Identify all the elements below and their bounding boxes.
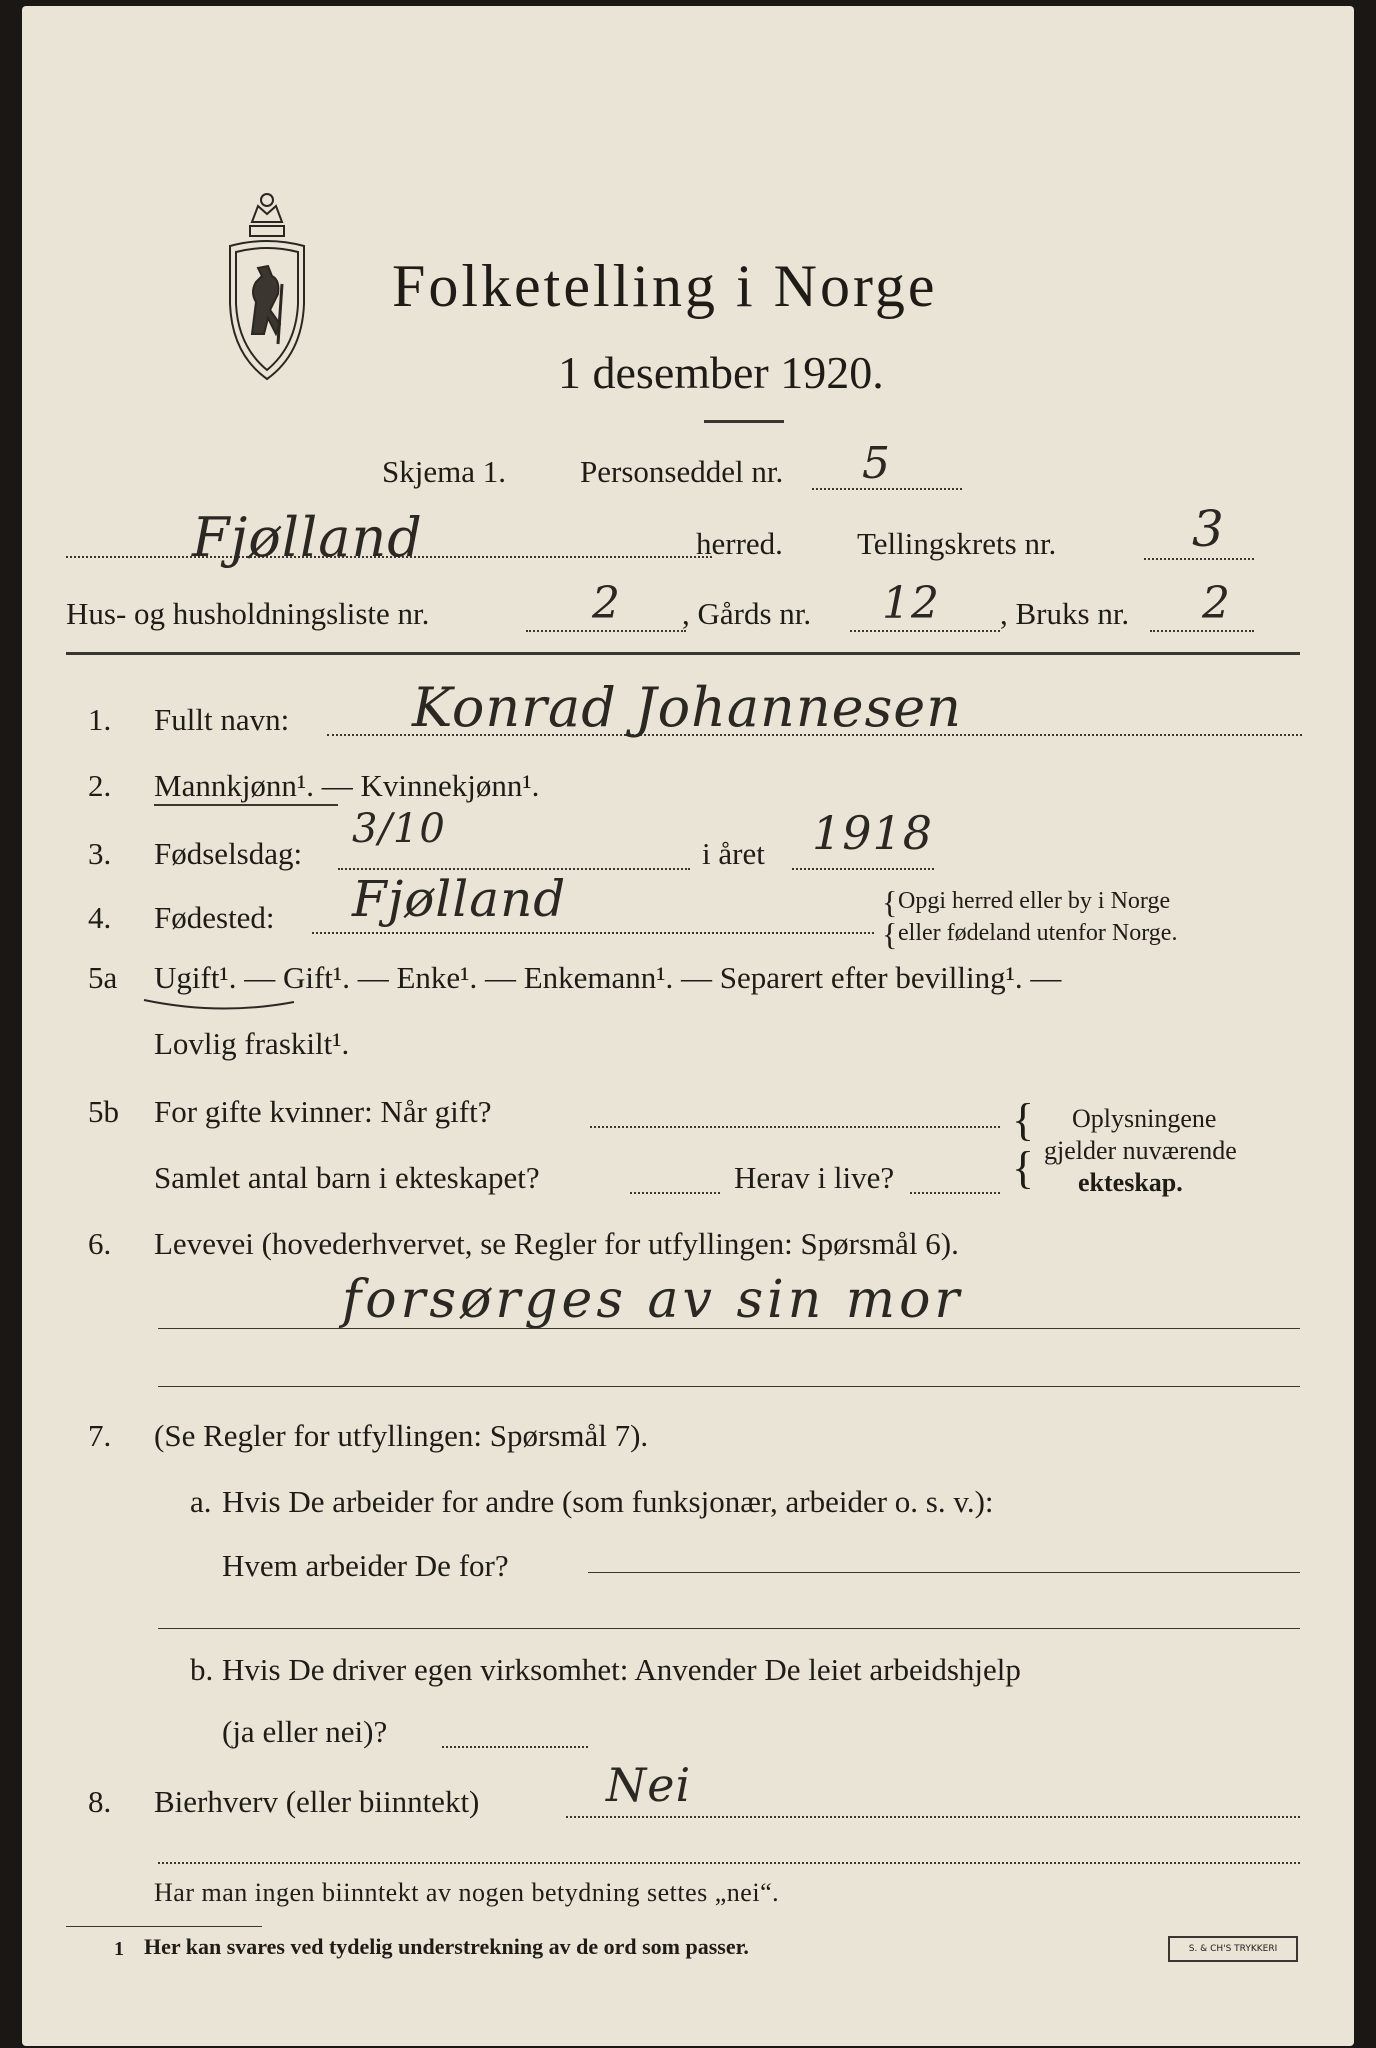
- q5b-note-3: ekteskap.: [1078, 1168, 1183, 1197]
- q1-number: 1.: [88, 702, 112, 737]
- gender-underline: [154, 804, 338, 806]
- q2-number: 2.: [88, 768, 112, 803]
- q3-number: 3.: [88, 836, 112, 871]
- marital-status-underline: [140, 994, 300, 1016]
- birthplace-note-1: Opgi herred eller by i Norge: [898, 888, 1171, 914]
- birth-year-value[interactable]: 1918: [812, 806, 934, 860]
- gards-label: , Gårds nr.: [682, 596, 812, 631]
- q5b-number: 5b: [88, 1094, 119, 1129]
- birthplace-note-2: eller fødeland utenfor Norge.: [898, 920, 1178, 946]
- herred-value[interactable]: Fjølland: [192, 506, 423, 569]
- q7b-number: b.: [190, 1652, 214, 1687]
- bruks-value[interactable]: 2: [1202, 578, 1231, 629]
- q8-label: Bierhverv (eller biinntekt): [154, 1784, 480, 1819]
- bruks-label: , Bruks nr.: [1000, 596, 1130, 631]
- gards-value[interactable]: 12: [882, 578, 940, 629]
- q7a-number: a.: [190, 1484, 212, 1519]
- q5a-number: 5a: [88, 960, 118, 995]
- q7b-line-2: (ja eller nei)?: [222, 1714, 388, 1749]
- herred-label: herred.: [696, 526, 783, 561]
- q5b-note-1: Oplysningene: [1072, 1104, 1217, 1133]
- q5b-alive-label: Herav i live?: [734, 1160, 895, 1195]
- footnote-number: 1: [114, 1938, 124, 1960]
- hired-help-input-line[interactable]: [442, 1746, 588, 1748]
- occupation-value[interactable]: forsørges av sin mor: [342, 1270, 964, 1330]
- printer-mark: S. & CH'S TRYKKERI: [1168, 1936, 1298, 1962]
- header-divider: [66, 652, 1300, 655]
- form-title: Folketelling i Norge: [392, 253, 938, 319]
- marital-status-options-2[interactable]: Lovlig fraskilt¹.: [154, 1026, 350, 1061]
- q8-number: 8.: [88, 1784, 112, 1819]
- husliste-label: Hus- og husholdningsliste nr.: [66, 596, 430, 631]
- q6-label: Levevei (hovederhvervet, se Regler for utfyllingen: Spørsmål 6).: [154, 1226, 959, 1261]
- q7-label: (Se Regler for utfyllingen: Spørsmål 7).: [154, 1418, 649, 1453]
- marital-status-options[interactable]: Ugift¹. — Gift¹. — Enke¹. — Enkemann¹. — Separert efter bevilling¹. —: [154, 960, 1062, 995]
- q2-gender-options[interactable]: Mannkjønn¹. — Kvinnekjønn¹.: [154, 768, 540, 803]
- title-divider: [704, 420, 784, 423]
- personseddel-label: Personseddel nr.: [580, 454, 784, 489]
- footer-note: Har man ingen biinntekt av nogen betydning settes „nei“.: [154, 1878, 780, 1907]
- census-form: Folketelling i Norge 1 desember 1920. Skjema 1. Personseddel nr. 5 Fjølland herred. Tellingskrets nr. 3 Hus- og husholdningsliste nr. 2 , Gårds nr. 12 , Bruks nr. 2 1. Fullt navn: Konrad Johannesen 2. Mannkjønn¹. — Kvinnekjønn¹. 3. Fødselsdag: 3/10 i året 1918 4. Fødested: Fjølland { { Opgi herred eller by i Norge eller fødeland utenfor Norge. 5a Ugift¹. — Gift¹. — Enke¹. — Enkemann¹. — Separert efter bevilling¹. — Lovlig fraskilt¹. 5b For gifte kvinner: Når gift? Samlet antal barn i ekteskapet? Herav i live? { { Oplysningene gjelder nuværende ekteskap. 6. Levevei (hovederhvervet, se Regler for utfyllingen: Spørsmål 6). forsørges av sin mor 7. (Se Regler for utfyllingen: Spørsmål 7). a. Hvis De arbeider for andre (som funksjonær, arbeider o. s. v.): Hvem arbeider De for? b. Hvis De driver egen virksomhet: Anvender De leiet arbeidshjelp (ja eller nei)? 8. Bierhverv (eller biinntekt) Nei Har man ingen biinntekt av nogen betydning settes „nei“. 1 Her kan svares ved tydelig understrekning av de ord som passer. S. & CH'S TRYKKERI: [22, 6, 1354, 2046]
- employer-input-line[interactable]: [588, 1572, 1300, 1573]
- personseddel-value[interactable]: 5: [862, 438, 891, 489]
- norway-coat-of-arms-icon: [222, 184, 312, 384]
- q4-label: Fødested:: [154, 900, 275, 935]
- birthplace-value[interactable]: Fjølland: [352, 870, 567, 928]
- q5b-children-label: Samlet antal barn i ekteskapet?: [154, 1160, 540, 1195]
- husliste-value[interactable]: 2: [592, 578, 621, 629]
- q7a-line-2: Hvem arbeider De for?: [222, 1548, 509, 1583]
- full-name-value[interactable]: Konrad Johannesen: [412, 676, 963, 739]
- q1-label: Fullt navn:: [154, 702, 290, 737]
- form-date: 1 desember 1920.: [558, 347, 884, 398]
- side-income-value[interactable]: Nei: [606, 1758, 692, 1812]
- q5b-line-1: For gifte kvinner: Når gift?: [154, 1094, 492, 1129]
- year-label: i året: [702, 836, 765, 871]
- tellingskrets-label: Tellingskrets nr.: [857, 526, 1057, 561]
- q7-number: 7.: [88, 1418, 112, 1453]
- q3-label: Fødselsdag:: [154, 836, 303, 871]
- birthdate-value[interactable]: 3/10: [352, 806, 446, 852]
- q7b-line-1: Hvis De driver egen virksomhet: Anvender De leiet arbeidshjelp: [222, 1652, 1021, 1687]
- q4-number: 4.: [88, 900, 112, 935]
- footnote-text: Her kan svares ved tydelig understrekning av de ord som passer.: [144, 1934, 749, 1959]
- q7a-line-1: Hvis De arbeider for andre (som funksjonær, arbeider o. s. v.):: [222, 1484, 994, 1519]
- q6-number: 6.: [88, 1226, 112, 1261]
- schema-label: Skjema 1.: [382, 454, 506, 489]
- q5b-note-2: gjelder nuværende: [1044, 1136, 1237, 1165]
- tellingskrets-value[interactable]: 3: [1192, 500, 1225, 558]
